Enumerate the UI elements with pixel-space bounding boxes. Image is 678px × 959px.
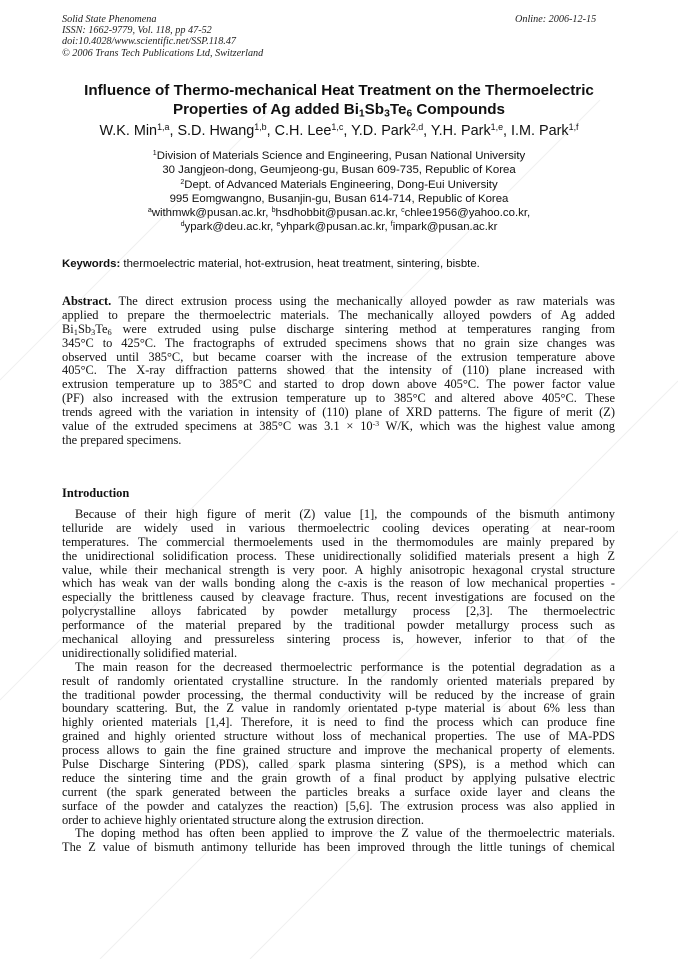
affiliation-2-address: 995 Eomgwangno, Busanjin-gu, Busan 614-714, Republic of Korea bbox=[169, 192, 509, 205]
intro-line: process allows to gain the fine grained structure and improve the mechanical property of elements. bbox=[62, 743, 615, 758]
abstract-line: $Bi_1Sb_3Te_6$ were extruded using pulse discharge sintering method at temperatures ranging from bbox=[62, 321, 615, 337]
intro-line: The doping method has often been applied to improve the Z value of the thermoelectric materials. bbox=[75, 826, 615, 841]
intro-line: The main reason for the decreased thermoelectric performance is the potential degradation as a bbox=[75, 659, 615, 674]
intro-line: grained and highly oriented structure without loss of mechanical properties. The use of MA-PDS bbox=[62, 729, 615, 744]
section-heading-introduction: Introduction bbox=[62, 486, 130, 500]
paper-title bbox=[40, 81, 638, 119]
abstract-line: Abstract. The direct extrusion process using the mechanically alloyed powder as raw materials was bbox=[62, 294, 615, 308]
intro-line: telluride are widely used in various thermoelectric cooling devices operating at near-room bbox=[62, 520, 615, 535]
issn-line: ISSN: 1662-9779, Vol. 118, pp 47-52 bbox=[62, 25, 212, 37]
journal-header bbox=[62, 14, 263, 59]
author-list bbox=[30, 123, 648, 139]
abstract-line: (PF) also increased with the extrusion temperature up to 385°C and altered above 405°C. These bbox=[62, 391, 615, 406]
intro-line: the unidirectional solidification process. These unidirectionally solidified materials present a high Z bbox=[62, 548, 615, 563]
abstract-line: trends agreed with the variation in intensity of (110) plane of XRD patterns. The figure of merit (Z) bbox=[62, 405, 615, 420]
title-line-1: Influence of Thermo-mechanical Heat Treatment on the Thermoelectric bbox=[84, 82, 594, 99]
intro-line: surface of the powder and catalyzes the reaction) [5,6]. The extrusion process was also applied in bbox=[62, 798, 615, 813]
abstract-line: value of the extruded specimens at 385°C was $3.1 \times 10^{-3}$ W/K, which was the highest value among bbox=[62, 418, 615, 434]
abstract-line: extrusion temperature up to 385°C and started to drop down above 405°C. The power factor value bbox=[62, 377, 615, 392]
intro-line: which has weak van der walls bonding along the c-axis is the reason of low mechanical properties - bbox=[62, 576, 615, 591]
abstract-line: observed until 385°C, but became coarser with the increase of the extrusion temperature above bbox=[62, 349, 615, 364]
author: W.K. Min$^{1,a}$, bbox=[99, 122, 178, 139]
author: Y.D. Park$^{2,d}$, bbox=[351, 122, 431, 139]
intro-line: performance of the material prepared by the traditional powder metallurgy process such as bbox=[62, 618, 615, 633]
intro-line: Pulse Discharge Sintering (PDS), called spark plasma sintering (SPS), is a method which can bbox=[62, 757, 615, 772]
introduction-text bbox=[62, 508, 615, 855]
abstract bbox=[62, 295, 615, 448]
intro-line: unidirectionally solidified material. bbox=[62, 645, 238, 660]
author: I.M. Park$^{1,f}$ bbox=[511, 122, 579, 139]
intro-line: order to achieve highly orientated structure along the extrusion direction. bbox=[62, 812, 424, 827]
title-line-2: Properties of Ag added $Bi_1Sb_3Te_6$ Compounds bbox=[172, 101, 506, 120]
keywords bbox=[62, 258, 480, 270]
intro-line: the traditional powder processing, the thermal conductivity will be reduced by the increase of grain bbox=[62, 687, 615, 702]
copyright-line: © 2006 Trans Tech Publications Ltd, Switzerland bbox=[62, 47, 264, 59]
intro-line: especially the brittleness caused by cleavage fracture. Thus, recent investigations are focused on the bbox=[62, 590, 615, 605]
intro-line: temperatures. The commercial thermoelements used in the thermomodules are mainly prepared by bbox=[62, 534, 615, 549]
affiliation-1: $^1$Division of Materials Science and Engineering, Pusan National University bbox=[152, 150, 526, 162]
abstract-line: 405°C. The X-ray diffraction patterns showed that the intensity of (110) plane increased with bbox=[62, 363, 615, 378]
abstract-line: applied to prepare the thermoelectric materials. The mechanically alloyed powders of Ag added bbox=[62, 307, 615, 322]
affiliations bbox=[40, 149, 638, 235]
email-line-1: $^a$withmwk@pusan.ac.kr, $^b$hsdhobbit@pusan.ac.kr, $^c$chlee1956@yahoo.co.kr, bbox=[147, 207, 531, 220]
intro-line: The Z value of bismuth antimony telluride has been improved through the little tunings of chemical bbox=[62, 840, 615, 855]
doi-line: doi:10.4028/www.scientific.net/SSP.118.47 bbox=[62, 36, 237, 48]
intro-line: reduce the sintering time and the grain growth of a final product by applying pulsative electric bbox=[62, 770, 615, 785]
online-date: Online: 2006-12-15 bbox=[515, 14, 597, 25]
keywords-label: Keywords: bbox=[62, 258, 121, 270]
affiliation-1-address: 30 Jangjeon-dong, Geumjeong-gu, Busan 609-735, Republic of Korea bbox=[162, 164, 516, 177]
email-line-2: $^d$ypark@deu.ac.kr, $^e$yhpark@pusan.ac.kr, $^f$impark@pusan.ac.kr bbox=[180, 221, 498, 234]
abstract-line: 345°C to 425°C. The fractographs of extruded specimens shows that no grain size changes was bbox=[62, 335, 615, 350]
affiliation-2: $^2$Dept. of Advanced Materials Engineering, Dong-Eui University bbox=[180, 178, 498, 191]
abstract-line: the prepared specimens. bbox=[62, 432, 182, 447]
intro-line: value, while their mechanical strength is very poor. A highly anisotropic hexagonal crystal structure bbox=[62, 562, 615, 577]
keywords-text: thermoelectric material, hot-extrusion, heat treatment, sintering, bisbte. bbox=[120, 258, 480, 270]
intro-line: current (the spark generated between the particles breaks a surface oxide layer and cleans the bbox=[62, 784, 615, 799]
author: C.H. Lee$^{1,c}$, bbox=[274, 122, 352, 139]
intro-line: mechanical alloying and pressureless sintering process is, however, inferior to that of the bbox=[62, 632, 615, 647]
journal-name: Solid State Phenomena bbox=[62, 14, 157, 25]
intro-line: Because of their high figure of merit (Z) value [1], the compounds of the bismuth antimony bbox=[75, 507, 615, 521]
author: Y.H. Park$^{1,e}$, bbox=[430, 122, 512, 139]
intro-line: boundary scattering. But, the Z value in randomly orientated p-type material is about 6% less than bbox=[62, 701, 615, 716]
intro-line: polycrystalline alloys fabricated by powder metallurgy process [2,3]. The thermoelectric bbox=[62, 604, 615, 619]
author: S.D. Hwang$^{1,b}$, bbox=[177, 122, 275, 139]
intro-line: highly oriented materials [1,4]. Therefore, it is need to find the process which can produce fine bbox=[62, 715, 615, 730]
intro-line: result of randomly orientated crystalline structure. In the randomly oriented materials prepared by bbox=[62, 673, 615, 688]
